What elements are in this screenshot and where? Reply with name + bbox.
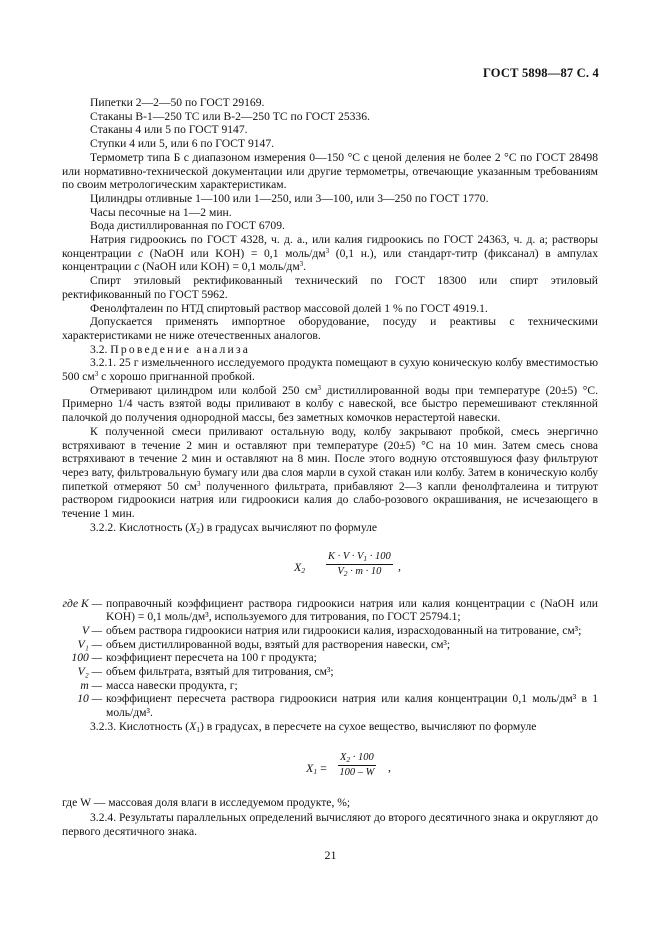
equipment-line: Стаканы 4 или 5 по ГОСТ 9147. <box>90 123 248 137</box>
natr-paragraph: Натрия гидроокись по ГОСТ 4328, ч. д. а., или калия гидроокись по ГОСТ 24363, ч. д. а; растворы концентрации c (NaOH или KOH) = 0,1 моль/$дм^3$ (0,1 н.), или стандарт-титр (фиксанал) в ампулах концентрации c (NaOH или KOH) = 0,1 моль/$дм^3$. <box>62 233 599 274</box>
w-definition: где W — массовая доля влаги в исследуемом продукте, %; <box>62 795 351 809</box>
formula-x1-numerator: $X_2 \cdot 100$ <box>340 751 374 764</box>
equipment-line: Ступки 4 или 5, или 6 по ГОСТ 9147. <box>90 137 275 151</box>
definition-row: V — объем раствора гидроокиси натрия или гидроокиси калия, израсходованный на титрование, см³; <box>81 623 582 637</box>
equipment-line: Цилиндры отливные 1—100 или 1—250, или 3—100, или 3—250 по ГОСТ 1770. <box>90 191 489 205</box>
definition-row: V₁ — объем дистиллированной воды, взятый для растворения навески, см³; <box>77 637 451 651</box>
definition-row: где K — поправочный коэффициент раствора гидроокиси натрия или калия концентрации c (NaOH или KOH) = 0,1 моль/дм³, используемого для титрования, по ГОСТ 25794.1; <box>62 596 598 624</box>
definition-row: V₂ — объем фильтрата, взятый для титрования, см³; <box>77 665 334 679</box>
p321b-paragraph: Отмеривают цилиндром или колбой 250 $см^3$ дистиллированной воды при температуре (20±5) °С. Примерно 1/4 часть взятой воды приливают в колбу с навеской, все быстро перемешивают стеклянной палочкой до получения однородной массы, без заметных комочков нерастертой навески. <box>62 383 598 425</box>
formula-x2-numerator: $K \cdot V \cdot V_1 \cdot 100$ <box>328 550 391 563</box>
page-body <box>62 96 598 839</box>
phenol-paragraph: Фенолфталеин по НТД спиртовый раствор массовой долей 1 % по ГОСТ 4919.1. <box>90 301 488 315</box>
p323-paragraph: 3.2.3. Кислотность $(X_1)$ в градусах, в пересчете на сухое вещество, вычисляют по формуле <box>90 719 537 734</box>
formula-x1 <box>62 748 598 792</box>
formula-x1-lhs: $X_1$ = <box>306 760 327 776</box>
equipment-line: Стаканы В-1—250 ТС или В-2—250 ТС по ГОСТ 25336. <box>90 109 370 123</box>
formula-x2-tail: , <box>398 558 401 573</box>
equipment-line: Вода дистиллированная по ГОСТ 6709. <box>90 219 285 233</box>
page-header: ГОСТ 5898—87 С. 4 <box>482 66 599 80</box>
definition-row: 100 — коэффициент пересчета на 100 г продукта; <box>71 651 317 665</box>
formula-x2-denominator: $V_2 \cdot m \cdot 10$ <box>337 565 382 578</box>
formula-x1-fraction <box>338 752 376 779</box>
formula-x2-lhs: $X_2$ <box>294 559 306 575</box>
page-number: 21 <box>324 848 337 862</box>
section-heading: 3.2. Проведение анализа <box>90 342 251 356</box>
p324-paragraph: 3.2.4. Результаты параллельных определений вычисляют до второго десятичного знака и округляют до первого десятичного знака. <box>62 811 599 838</box>
formula-x2 <box>62 547 598 591</box>
formula-x1-denominator: 100 – W <box>339 766 375 778</box>
definition-row: 10 — коэффициент пересчета раствора гидроокиси натрия или калия концентрации 0,1 моль/дм³ в 1 моль/дм³. <box>77 692 598 720</box>
equipment-line: Часы песочные на 1—2 мин. <box>90 205 232 219</box>
import-paragraph: Допускается применять импортное оборудование, посуду и реактивы с техническими характеристиками не ниже отечественных аналогов. <box>62 315 598 342</box>
definitions-list <box>62 597 598 720</box>
formula-x1-tail: , <box>388 759 391 774</box>
equipment-line: Пипетки 2—2—50 по ГОСТ 29169. <box>90 96 265 109</box>
p321c-paragraph: К полученной смеси приливают остальную воду, колбу закрывают пробкой, смесь энергично встряхивают в течение 2 мин и оставляют при температуре (20±5) °С на 10 мин. Затем смесь снова встряхивают в течение 2 мин и оставляют на 8 мин. После этого водную отстоявшуюся фазу фильтруют через вату, фильтровальную бумагу или два слоя марли в сухой стакан или колбу. Затем в коническую колбу пипеткой отмеряют 50 $см^3$ полученного фильтрата, прибавляют 2—3 капли фенолфталеина и титруют раствором гидроокиси натрия или гидроокиси калия до слабо-розового окрашивания, не исчезающего в течение 1 мин. <box>62 424 598 521</box>
spirit-paragraph: Спирт этиловый ректификованный технический по ГОСТ 18300 или спирт этиловый ректификованный по ГОСТ 5962. <box>62 274 598 301</box>
definition-row: m — масса навески продукта, г; <box>80 678 238 692</box>
p322-paragraph: 3.2.2. Кислотность $(X_2)$ в градусах вычисляют по формуле <box>90 520 378 535</box>
formula-x2-fraction <box>326 551 393 578</box>
equipment-line: Термометр типа Б с диапазоном измерения 0—150 °С с ценой деления не более 2 °С по ГОСТ 28498 или нормативно-технической документации или другие термометры, отвечающие указанным требованиям по своим метрологическим характеристикам. <box>62 150 598 192</box>
p321-paragraph: 3.2.1. 25 г измельченного исследуемого продукта помещают в сухую коническую колбу вместимостью 500 $см^3$ с хорошо пригнанной пробкой. <box>62 356 598 384</box>
